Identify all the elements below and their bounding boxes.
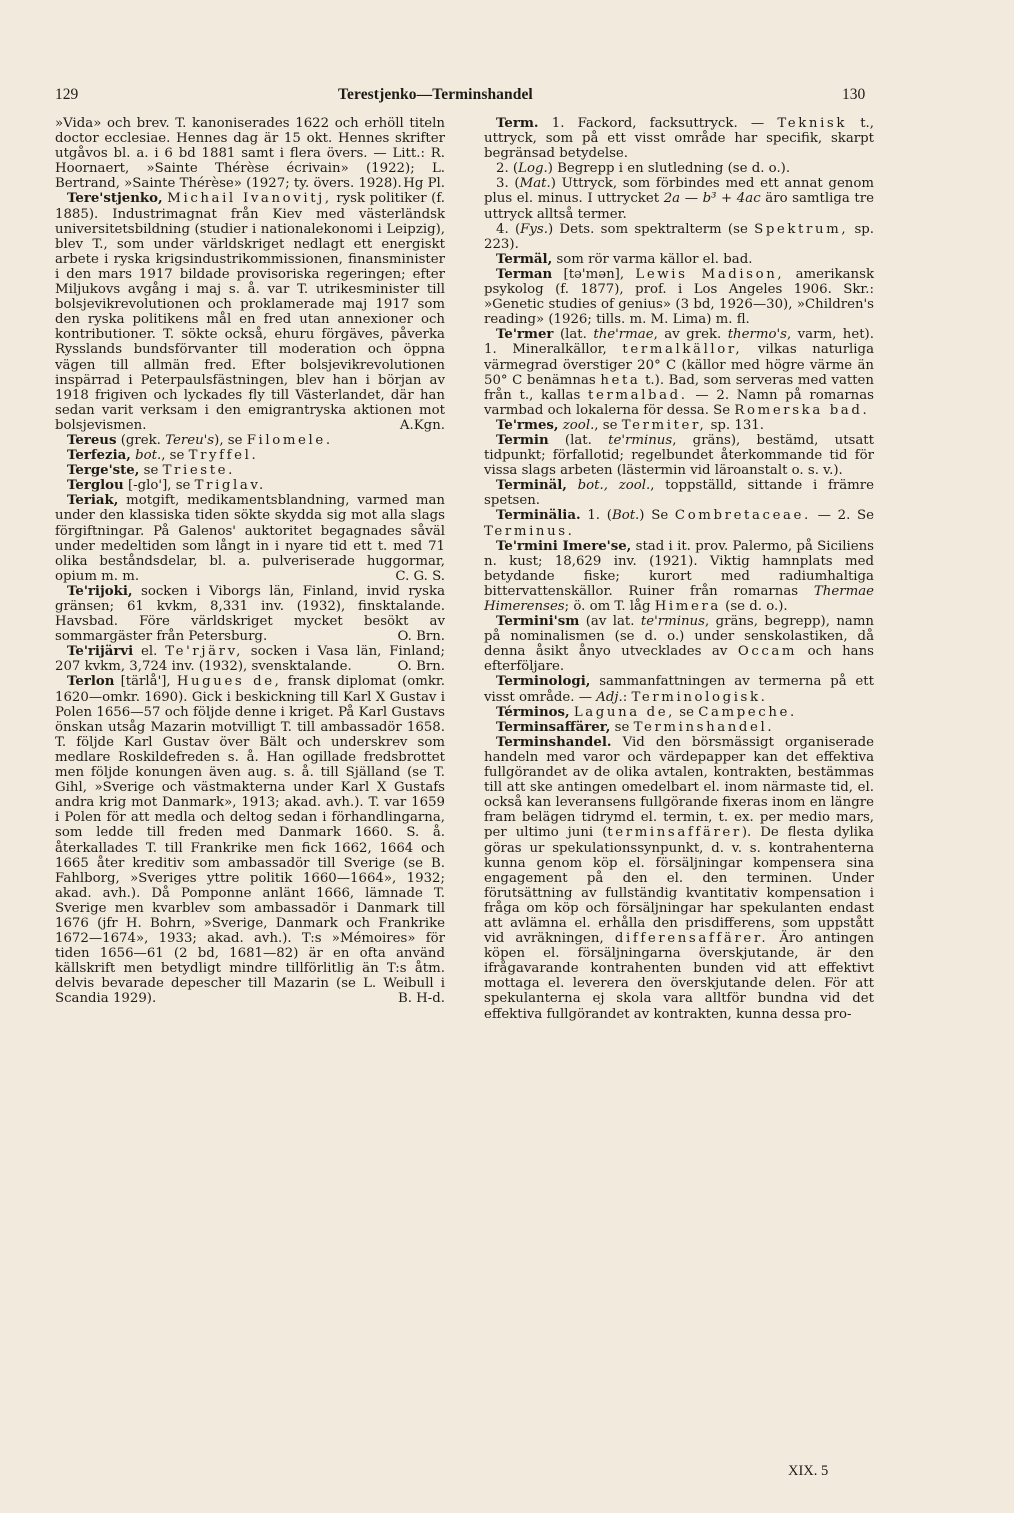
headword: Terminäl, — [496, 478, 567, 494]
right-column — [484, 116, 874, 1022]
running-header — [0, 86, 1014, 110]
signature: O. Brn. — [397, 659, 445, 675]
headword: Terminälia. — [496, 508, 581, 524]
running-title: Terestjenko—Terminshandel — [338, 86, 533, 103]
headword: Terglou — [67, 478, 124, 494]
signature: Hg Pl. — [403, 176, 445, 192]
headword: Te'rijoki, — [67, 583, 133, 599]
headword: Tereus — [67, 432, 117, 448]
headword: Terfezia, — [67, 448, 131, 464]
entry-terminsaffarer: Terminsaffärer, se Terminshandel. — [496, 719, 775, 735]
entry-terminos: Términos, Laguna de, se Campeche. — [496, 704, 797, 720]
signature: B. H-d. — [397, 991, 445, 1007]
headword: Termin — [496, 432, 549, 448]
entry-termer: Te'rmer (lat. the'rmae, av grek. thermo's, varm, het). 1. Mineralkällor, termalkällor, vilkas naturliga värmegrad överstiger 20° C (källor med högre värme än 50° C benämnas heta t.). Bad, som serveras med vatten från t., kallas termalbad. — 2. Namn på romarnas varmbad och lokalerna för dessa. Se Romerska bad. — [484, 327, 875, 418]
headword: Terminshandel. — [496, 734, 612, 750]
entry-termes: Te'rmes, zool., se Termiter, sp. 131. — [496, 417, 764, 433]
signature-mark: XIX. 5 — [788, 1463, 829, 1479]
headword: Te'rmini Imere'se, — [496, 538, 632, 554]
headword: Term. — [496, 116, 539, 131]
signature: A.Kgn. — [399, 417, 445, 433]
entry-vida-continuation: »Vida» och brev. T. kanoniserades 1622 och erhöll titeln doctor ecclesiae. Hennes dag är 15 okt. Hennes skrifter utgåvos bl. a. i 6 bd 1881 samt i flera övers. — Litt.: R. Hoornaert, »Sainte Thérèse écrivain» (1922); L. Bertrand, »Sainte Thérèse» (1927; ty. övers. 1928). Hg Pl. — [55, 116, 445, 192]
headword: Te'rmes, — [496, 417, 559, 433]
headword: Términos, — [496, 704, 570, 720]
headword: Terge'ste, — [67, 463, 140, 479]
entry-terijarvi: Te'rijärvi el. Te'rjärv, socken i Vasa län, Finland; 207 kvkm, 3,724 inv. (1932), svensktalande. O. Brn. — [55, 644, 446, 675]
entry-terglou: Terglou [-glo'], se Triglav. — [67, 478, 266, 494]
entry-terijoki: Te'rijoki, socken i Viborgs län, Finland, invid ryska gränsen; 61 kvkm, 8,331 inv. (1932), finsktalande. Havsbad. Före världskriget mycket besökt av sommargäster från Petersburg. O. Brn. — [55, 583, 445, 645]
entry-tergeste: Terge'ste, se Trieste. — [67, 463, 235, 479]
entry-terman: Terman [tə'mən], Lewis Madison, amerikansk psykolog (f. 1877), prof. i Los Angeles 1906. Skr.: »Genetic studies of genius» (3 bd, 1926—30), »Children's reading» (1926; tills. m. M. Lima) m. fl. — [484, 266, 875, 328]
headword: Termini'sm — [496, 614, 580, 630]
signature: C. G. S. — [395, 568, 445, 584]
entry-termal: Termäl, som rör varma källor el. bad. — [496, 251, 753, 267]
math-expression: 2a — b³ + 4ac — [663, 191, 761, 207]
entry-term: Term. 1. Fackord, facksuttryck. — Teknisk t., uttryck, som på ett visst område har specifik, skarpt begränsad betydelse. — [484, 116, 874, 162]
entry-terminshandel: Terminshandel. Vid den börsmässigt organiserade handeln med varor och värdepapper kan det effektiva fullgörandet av de olika avtalen, kontrakten, bestämmas till att ske antingen omedelbart el. inom närmaste tid, el. också kan leveransens fullgörande fixeras inom en längre fram belägen tidrymd el. termin, t. ex. per medio mars, per ultimo juni (terminsaffärer). De flesta dylika göras ur spekulationssynpunkt, d. v. s. kontrahenterna kunna genom köp el. försäljningar kompensera sina engagement på den el. den terminen. Under förutsättning av fullständig kvantitativ kompensation i fråga om köp och försäljningar har spekulanten endast att avlämna el. erhålla den prisdifferens, som uppstått vid avräkningen, differensaffärer. Äro antingen köpen el. försäljningarna överskjutande, är den ifrågavarande kontrahenten bunden vid att effektivt mottaga el. leverera den överskjutande delen. För att spekulanterna ej skola vara alltför bundna vid det effektiva fullgörandet av kontrakten, kunna dessa pro- — [484, 734, 875, 1022]
headword: Te'rijärvi — [67, 644, 134, 660]
entry-term-sense-3: 3. (Mat.) Uttryck, som förbindes med ett annat genom plus el. minus. I uttrycket 2a — b³ + 4ac äro samtliga tre uttryck alltså termer. — [484, 176, 875, 222]
entry-terminal: Terminäl, bot., zool., toppställd, sittande i främre spetsen. — [484, 478, 874, 509]
entry-termini-imerese: Te'rmini Imere'se, stad i it. prov. Palermo, på Siciliens n. kust; 18,629 inv. (1921). Viktig hamnplats med betydande fiske; kurort med radiumhaltiga bittervattenskällor. Ruiner från romarnas Thermae Himerenses; ö. om T. låg Himera (se d. o.). — [484, 538, 874, 614]
headword: Termäl, — [496, 251, 553, 267]
entry-terfezia: Terfezia, bot., se Tryffel. — [67, 448, 259, 464]
signature: O. Brn. — [397, 629, 445, 645]
entry-term-sense-2: 2. (Log.) Begrepp i en slutledning (se d. o.). — [496, 161, 791, 177]
headword: Te'rmer — [496, 327, 554, 343]
entry-terminism: Termini'sm (av lat. te'rminus, gräns, begrepp), namn på nominalismen (se d. o.) under senskolastiken, då denna åsikt ånyo utvecklades av Occam och hans efterföljare. — [484, 614, 874, 675]
entry-teriak: Teriak, motgift, medikamentsblandning, varmed man under den klassiska tiden sökte skydda sig mot alla slags förgiftningar. På Galenos' auktoritet begagnades såväl under medeltiden som långt in i nyare tid ett t. med 71 olika beståndsdelar, bl. a. pulveriserade huggormar, opium m. m. C. G. S. — [55, 493, 445, 584]
page-number-left: 129 — [55, 86, 79, 103]
entry-terlon: Terlon [tärlå'], Hugues de, fransk diplomat (omkr. 1620—omkr. 1690). Gick i beskickning till Karl X Gustav i Polen 1656—57 och följde denne i kriget. På Karl Gustavs önskan utsåg Mazarin motvilligt T. till ambassadör 1658. T. följde Karl Gustav över Bält och underskrev som medlare Roskildefreden s. å. Han ogillade fredsbrottet men följde konungen även aug. s. å. till Själland (se T. Gihl, »Sverige och västmakterna under Karl X Gustafs andra krig mot Danmark», 1913; akad. avh.). T. var 1659 i Polen för att medla och deltog sedan i förhandlingarna, som ledde till freden med Danmark 1660. S. å. återkallades T. till Frankrike men fick 1662, 1664 och 1665 åter kreditiv som ambassadör till Sverige (se B. Fahlborg, »Sveriges yttre politik 1660—1664», 1932; akad. avh.). Då Pomponne anlänt 1666, lämnade T. Sverige men kvarblev som ambassadör i Danmark till 1676 (jfr H. Bohrn, »Sverige, Danmark och Frankrike 1672—1674», 1933; akad. avh.). T:s »Mémoires» för tiden 1656—61 (2 bd, 1681—82) är en ofta använd källskrift men betydligt mindre tillförlitlig än T:s åtm. delvis bevarade depescher till Mazarin (se L. Weibull i Scandia 1929). B. H-d. — [55, 674, 445, 1007]
left-column — [55, 116, 445, 1007]
headword: Terminologi, — [496, 674, 591, 690]
headword: Tere'stjenko, — [67, 191, 163, 207]
page-number-right: 130 — [842, 86, 866, 103]
headword: Terman — [496, 266, 553, 282]
headword: Terminsaffärer, — [496, 719, 611, 735]
entry-terminologi: Terminologi, sammanfattningen av termerna på ett visst område. — Adj.: Terminologisk. — [484, 674, 874, 705]
entry-terminalia: Terminälia. 1. (Bot.) Se Combretaceae. — 2. Se Terminus. — [484, 508, 874, 539]
entry-term-sense-4: 4. (Fys.) Dets. som spektralterm (se Spektrum, sp. 223). — [484, 221, 874, 252]
headword: Terlon — [67, 674, 115, 690]
entry-terestjenko: Tere'stjenko, Michail Ivanovitj, rysk politiker (f. 1885). Industrimagnat från Kiev med västerländsk universitetsbildning (studier i nationalekonomi i Leipzig), blev T., som under världskriget nedlagt ett energiskt arbete i ryska krigsindustrikommissionen, finansminister i den mars 1917 bildade provisoriska regeringen; efter Miljukovs avgång i maj s. å. var T. utrikesminister till bolsjevikrevolutionen och proklamerade maj 1917 som den ryska politikens mål en fred utan annexioner och kontributioner. T. sökte också, ehuru förgäves, påverka Rysslands bundsförvanter till moderation och öppna vägen till allmän fred. Efter bolsjevikrevolutionen inspärrad i Peterpaulsfästningen, blev han i början av 1918 frigiven och lyckades fly till Västerlandet, där han sedan varit verksam i den emigrantryska aktionen mot bolsjevismen. A.Kgn. — [55, 191, 446, 433]
entry-tereus: Tereus (grek. Tereu's), se Filomele. — [67, 432, 333, 448]
entry-termin: Termin (lat. te'rminus, gräns), bestämd, utsatt tidpunkt; förfallotid; regelbundet återkommande tid för vissa slags arbeten (lästermin vid läroanstalt o. s. v.). — [484, 432, 874, 479]
headword: Teriak, — [67, 493, 119, 509]
